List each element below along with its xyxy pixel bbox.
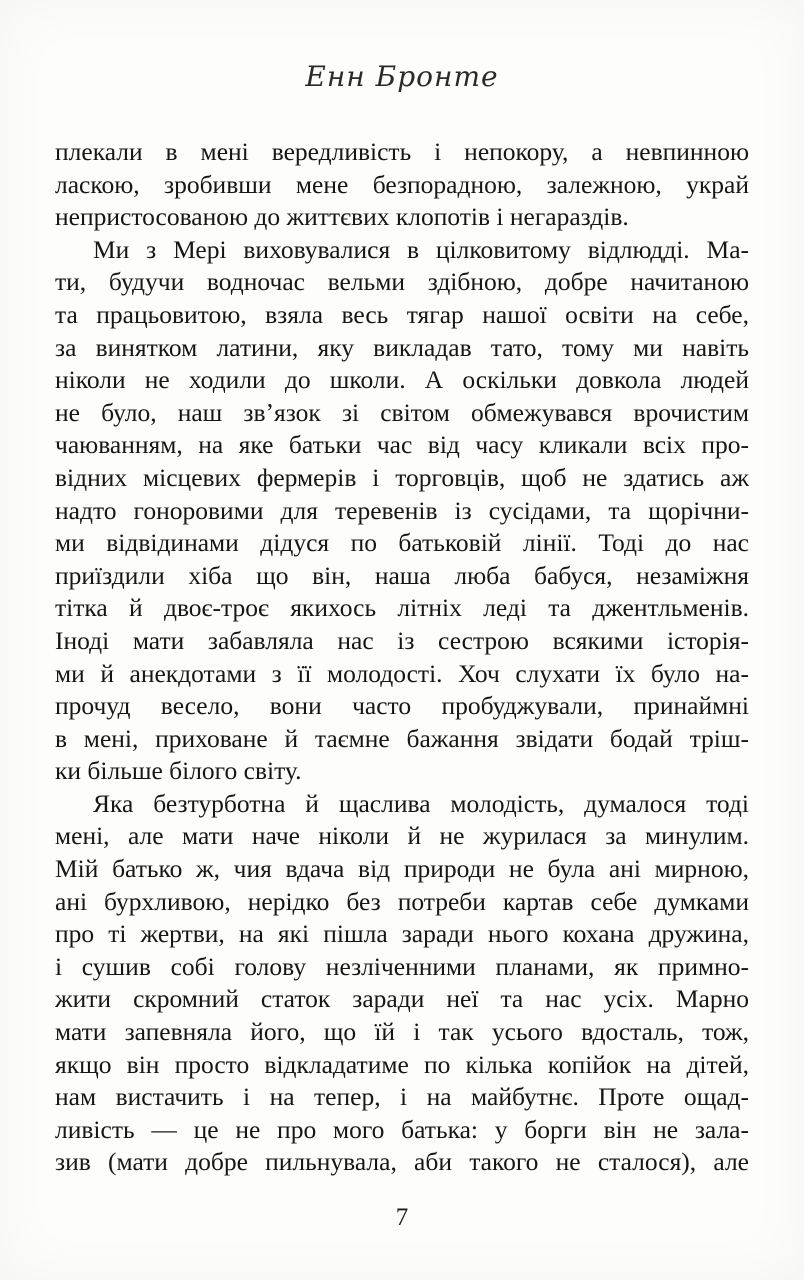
text-line: надто гоноровими для теревенів із сусідами, та щорічни- (55, 495, 749, 525)
page-number: 7 (395, 1204, 409, 1231)
text-line: мати запевняла його, що їй і так усього вдосталь, тож, (55, 1017, 749, 1047)
text-line: чаюванням, на яке батьки час від часу кликали всіх про- (55, 430, 749, 460)
text-line: про ті жертви, на які пішла заради нього кохана дружина, (55, 919, 749, 949)
text-line: мені, але мати наче ніколи й не журилася за минулим. (55, 821, 749, 851)
text-line: непристосованою до життєвих клопотів і негараздів. (55, 202, 629, 232)
text-line: Мій батько ж, чия вдача від природи не була ані мирною, (55, 854, 749, 884)
text-line: ти, будучи водночас вельми здібною, добре начитаною (55, 267, 749, 297)
text-line: і сушив собі голову незліченними планами, як примно- (55, 951, 749, 981)
text-line: ані бурхливою, нерідко без потреби картав себе думками (55, 886, 749, 916)
text-line: жити скромний статок заради неї та нас усіх. Марно (55, 984, 749, 1014)
text-line: та працьовитою, взяла весь тягар нашої освіти на себе, (55, 299, 749, 329)
text-line: ливість — це не про мого батька: у борги він не зала- (55, 1114, 749, 1144)
text-line: за винятком латини, яку викладав тато, тому ми навіть (55, 332, 749, 362)
text-line: ми й анекдотами з її молодості. Хоч слухати їх було на- (55, 658, 749, 688)
body-text (55, 136, 749, 1179)
text-line: прочуд весело, вони часто пробуджували, принаймні (55, 691, 749, 721)
text-line: Іноді мати забавляла нас із сестрою всякими історія- (55, 625, 749, 655)
text-line: в мені, приховане й таємне бажання звідати бодай тріш- (55, 723, 749, 753)
text-line: зив (мати добре пильнувала, аби такого не сталося), але (55, 1147, 749, 1177)
text-line: нам вистачить і на тепер, і на майбутнє. Проте ощад- (55, 1082, 749, 1112)
text-line: ми відвідинами дідуся по батьковій лінії. Тоді до нас (55, 528, 749, 558)
text-line: відних місцевих фермерів і торговців, щоб не здатись аж (55, 462, 749, 492)
text-line: Ми з Мері виховувалися в цілковитому відлюдді. Ма- (93, 234, 749, 264)
running-header-author: Енн Бронте (305, 60, 499, 93)
text-line: ласкою, зробивши мене безпорадною, залежною, украй (55, 169, 749, 199)
text-line: плекали в мені вередливість і непокору, а невпинною (55, 137, 749, 166)
text-line: якщо він просто відкладатиме по кілька копійок на дітей, (55, 1049, 749, 1079)
text-line: тітка й двоє-троє якихось літніх леді та джентльменів. (55, 593, 749, 623)
text-line: не було, наш звʼязок зі світом обмежувався врочистим (55, 397, 749, 427)
text-line: Яка безтурботна й щаслива молодість, думалося тоді (93, 788, 749, 818)
text-line: приїздили хіба що він, наша люба бабуся, незаміжня (55, 560, 749, 590)
text-line: ніколи не ходили до школи. А оскільки довкола людей (55, 365, 749, 395)
text-line: ки більше білого світу. (55, 756, 302, 786)
